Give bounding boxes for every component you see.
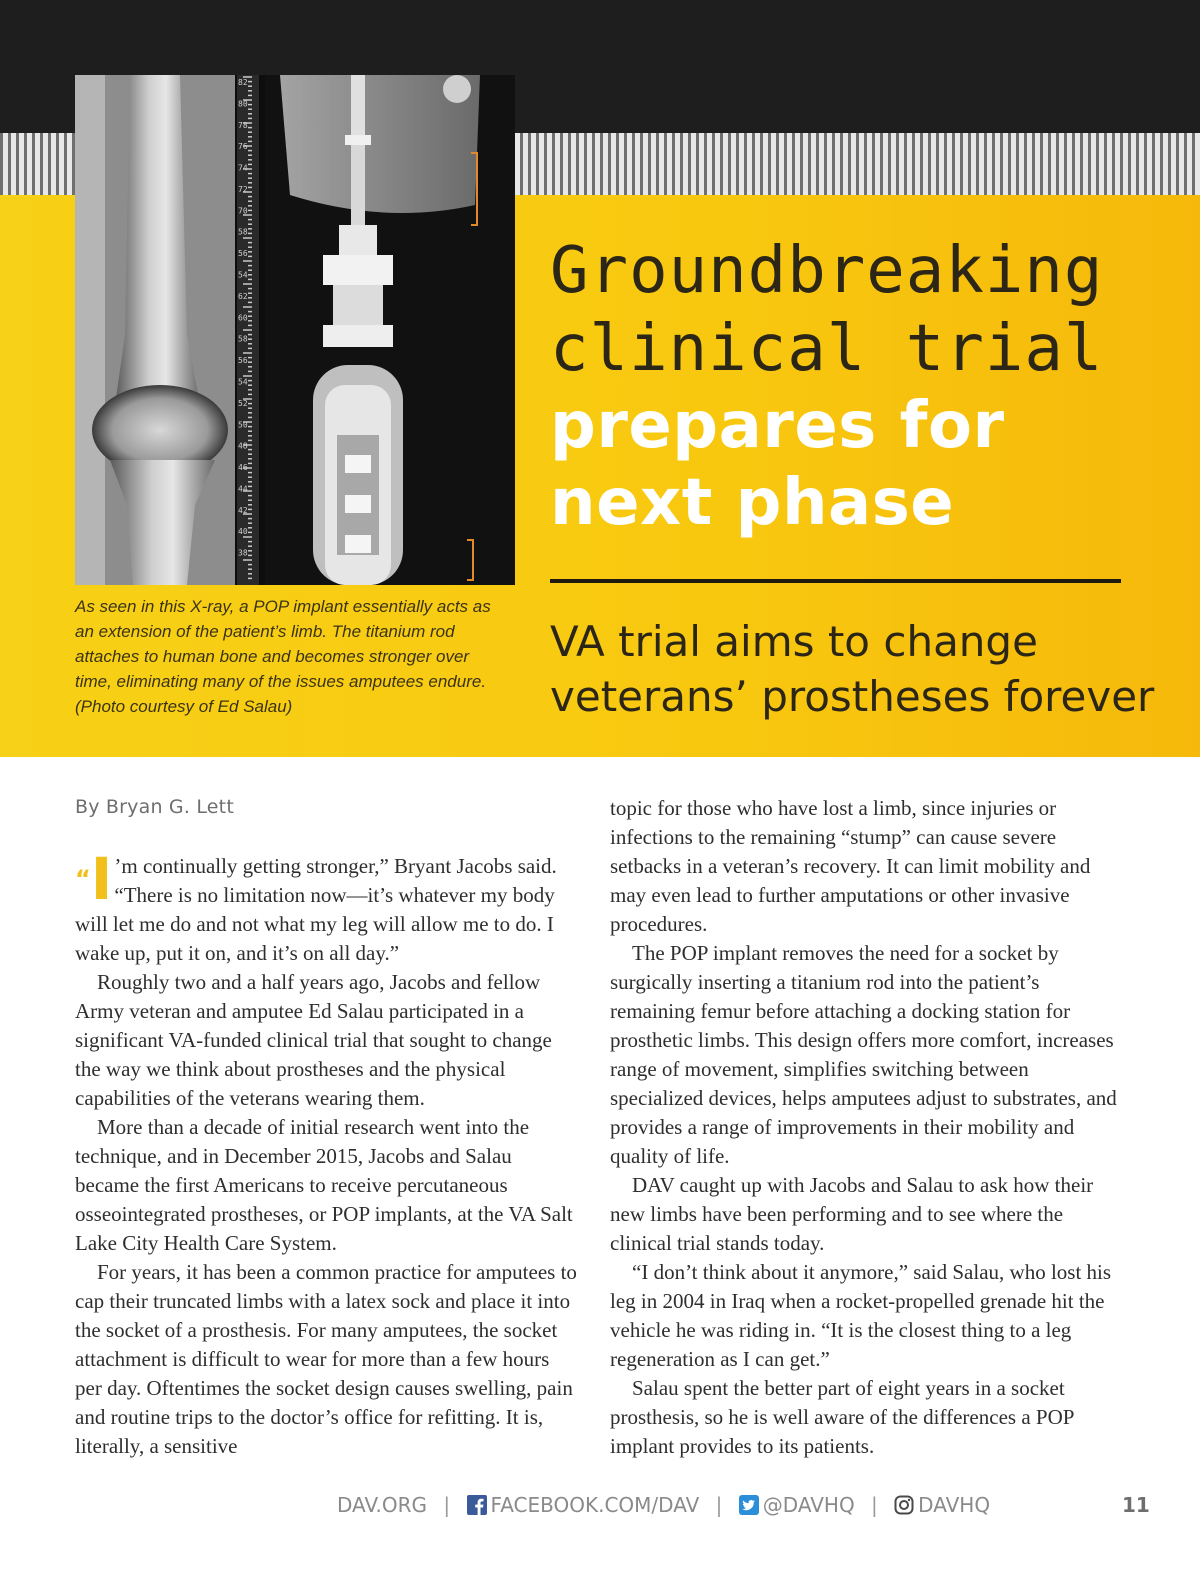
ruler-tick-label: 40 [238, 527, 248, 537]
ruler-tick-label: 50 [238, 420, 248, 430]
footer-twitter-link[interactable] [739, 1493, 861, 1517]
ruler-tick-label: 46 [238, 463, 248, 473]
facebook-icon [467, 1495, 487, 1515]
article-paragraph: For years, it has been a common practice for amputees to cap their truncated limbs with a latex sock and place it into the socket of a prosthesis. For many amputees, the socket attachment is difficult to wear for more than a few hours per day. Oftentimes the socket design causes swelling, pain and routine trips to the doctor’s office for refitting. It is, literally, a sensitive [75, 1260, 577, 1458]
article-paragraph [75, 845, 580, 968]
article-paragraph: More than a decade of initial research went into the technique, and in December 2015, Jacobs and Salau became the first Americans to receive percutaneous osseointegrated prostheses, or POP implants, at the VA Salt Lake City Health Care System. [75, 1115, 573, 1255]
ruler-tick-label: 42 [238, 505, 248, 515]
footer-facebook-link[interactable] [467, 1493, 706, 1517]
ruler-tick-label: 72 [238, 184, 248, 194]
ruler-tick-label: 54 [238, 377, 248, 387]
headline-line-1: Groundbreaking [550, 234, 1104, 308]
ruler-tick-label: 78 [238, 120, 248, 130]
footer-instagram-text: DAVHQ [918, 1493, 991, 1517]
ruler-tick-label: 54 [238, 270, 248, 280]
twitter-icon [739, 1495, 759, 1515]
footer-separator: | [715, 1493, 723, 1517]
article-subhead [550, 614, 1160, 724]
drop-cap-letter: I [90, 845, 113, 913]
ruler-tick-label: 44 [238, 484, 248, 494]
footer-separator: | [443, 1493, 451, 1517]
footer-facebook-text: FACEBOOK.COM/DAV [490, 1493, 700, 1517]
ruler-tick-label: 60 [238, 313, 248, 323]
footer-instagram-link[interactable] [894, 1493, 990, 1517]
xray-photo [75, 75, 515, 585]
footer-separator: | [871, 1493, 878, 1517]
footer-site-link[interactable]: DAV.ORG [337, 1493, 428, 1517]
article-column-right [610, 794, 1122, 1461]
subhead-line-1: VA trial aims to change [550, 617, 1038, 666]
ruler-tick-label: 56 [238, 249, 248, 259]
page-number: 11 [1122, 1493, 1150, 1517]
ruler-tick-label: 48 [238, 441, 248, 451]
headline-line-4: next phase [550, 466, 955, 540]
paragraph-text: ’m continually getting stronger,” Bryant Jacobs said. “There is no limitation now—it’s whatever my body will let me do and not what my leg will allow me to do. I wake up, put it on, and it’s on all day.” [75, 854, 557, 965]
footer-links [337, 1493, 990, 1517]
footer-twitter-text: @DAVHQ [762, 1493, 855, 1517]
article-paragraph: topic for those who have lost a limb, since injuries or infections to the remaining “stump” can cause severe setbacks in a veteran’s recovery. It can limit mobility and may even lead to further amputations or other invasive procedures. [610, 796, 1091, 936]
headline-line-3: prepares for [550, 389, 1005, 463]
ruler-tick-label: 56 [238, 356, 248, 366]
article-paragraph: The POP implant removes the need for a socket by surgically inserting a titanium rod into the patient’s remaining femur before attaching a docking station for prosthetic limbs. This design offers more comfort, increases range of movement, simplifies switching between specialized devices, helps amputees adjust to substrates, and provides a range of improvements in their mobility and quality of life. [610, 941, 1117, 1168]
article-paragraph: “I don’t think about it anymore,” said Salau, who lost his leg in 2004 in Iraq when a rocket-propelled grenade hit the vehicle he was riding in. “It is the closest thing to a leg regeneration as I can get.” [610, 1260, 1112, 1371]
ruler-tick-label: 52 [238, 398, 248, 408]
ruler-tick-label: 38 [238, 548, 248, 558]
headline-divider [550, 579, 1121, 583]
ruler-tick-label: 74 [238, 163, 248, 173]
drop-cap [75, 845, 113, 913]
article-paragraph: Salau spent the better part of eight years in a socket prosthesis, so he is well aware of the differences a POP implant provides to its patients. [610, 1376, 1074, 1458]
photo-caption: As seen in this X-ray, a POP implant essentially acts as an extension of the patient’s limb. The titanium rod attaches to human bone and becomes stronger over time, eliminating many of the issues amputees endure. (Photo courtesy of Ed Salau) [75, 597, 491, 716]
ruler-tick-label: 76 [238, 142, 248, 152]
ruler-tick-label: 62 [238, 291, 248, 301]
subhead-line-2: veterans’ prostheses forever [550, 672, 1155, 721]
article-paragraph: Roughly two and a half years ago, Jacobs and fellow Army veteran and amputee Ed Salau participated in a significant VA-funded clinical trial that sought to change the way we think about prostheses and the physical capabilities of the veterans wearing them. [75, 970, 552, 1110]
ruler-tick-label: 70 [238, 206, 248, 216]
article-paragraph: DAV caught up with Jacobs and Salau to ask how their new limbs have been performing and to see where the clinical trial stands today. [610, 1173, 1094, 1255]
page-footer [0, 1490, 1200, 1524]
ruler-tick-label: 58 [238, 227, 248, 237]
article-headline [550, 232, 1150, 542]
ruler-tick-label: 58 [238, 334, 248, 344]
instagram-icon [894, 1495, 914, 1515]
open-quote-mark: “ [75, 865, 91, 893]
byline: By Bryan G. Lett [75, 796, 234, 818]
article-column-left [75, 845, 580, 1461]
ruler-tick-label: 82 [238, 78, 248, 87]
headline-line-2: clinical trial [550, 312, 1104, 386]
ruler-tick-label: 80 [238, 99, 248, 109]
